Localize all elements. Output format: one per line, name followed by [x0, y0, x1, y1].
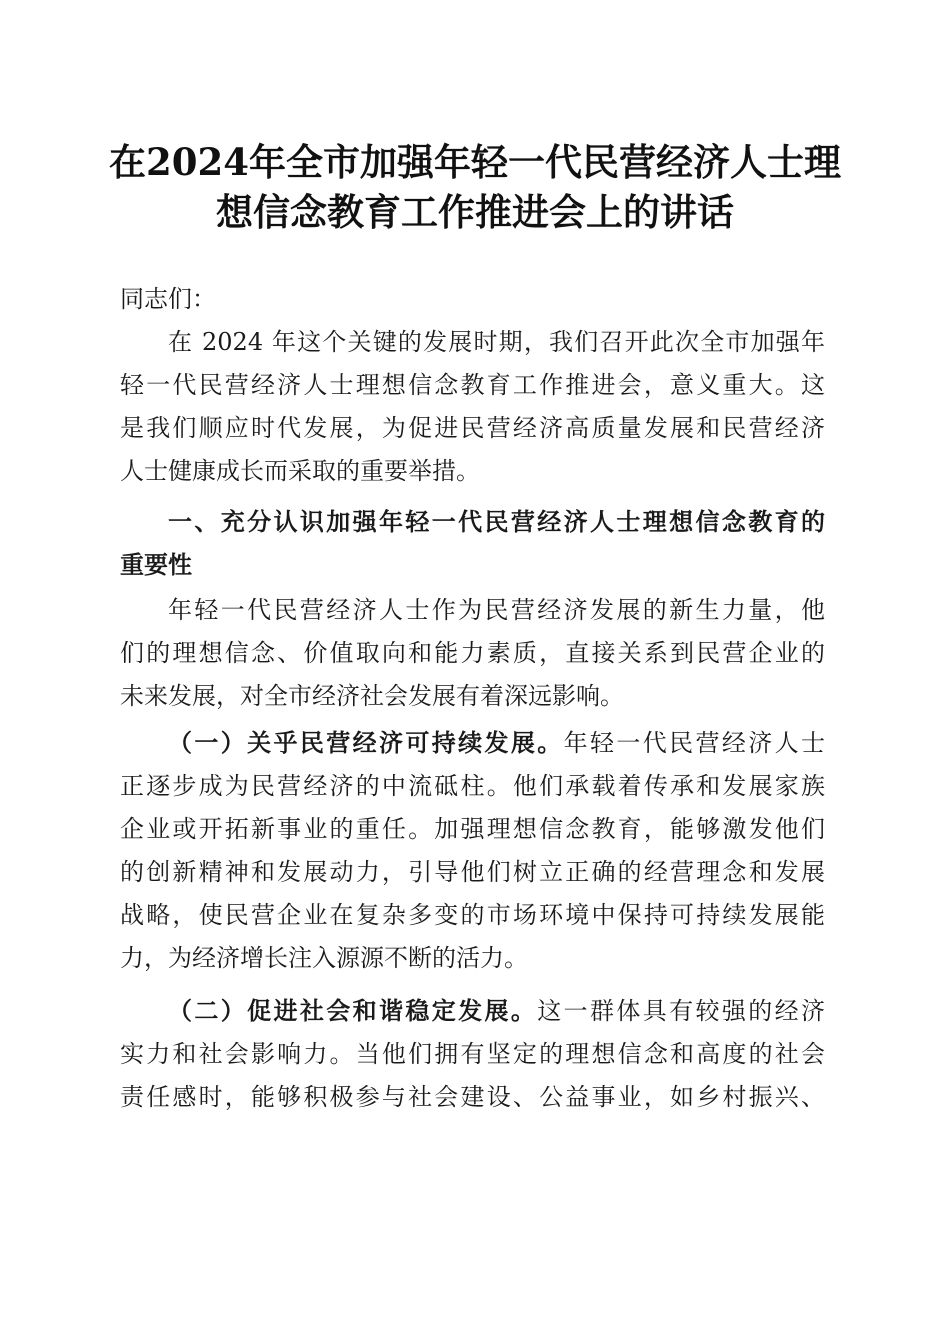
- salutation: 同志们：: [120, 285, 216, 313]
- subsection-2-text: 这一群体具有较强的经济: [537, 997, 825, 1025]
- subsection-1-line: 企业或开拓新事业的重任。加强理想信念教育，能够激发他们: [120, 815, 825, 843]
- document-title-line-1: 在2024年全市加强年轻一代民营经济人士理: [109, 140, 841, 184]
- intro-line: 人士健康成长而采取的重要举措。: [120, 457, 480, 485]
- subsection-2-first-line: [168, 996, 825, 1026]
- intro-line: 轻一代民营经济人士理想信念教育工作推进会，意义重大。这: [120, 371, 825, 399]
- subsection-2-line: 责任感时，能够积极参与社会建设、公益事业，如乡村振兴、: [120, 1083, 825, 1111]
- subsection-1-lead: （一）关乎民营经济可持续发展。: [168, 728, 564, 757]
- intro-line: 在 2024 年这个关键的发展时期，我们召开此次全市加强年: [168, 328, 825, 356]
- subsection-1-line: 正逐步成为民营经济的中流砥柱。他们承载着传承和发展家族: [120, 772, 825, 800]
- document-title-line-2: 想信念教育工作推进会上的讲话: [216, 190, 734, 234]
- subsection-1-line: 力，为经济增长注入源源不断的活力。: [120, 944, 528, 972]
- section-heading-line: 一、充分认识加强年轻一代民营经济人士理想信念教育的: [168, 508, 825, 536]
- section-paragraph-line: 未来发展，对全市经济社会发展有着深远影响。: [120, 682, 624, 710]
- intro-line: 是我们顺应时代发展，为促进民营经济高质量发展和民营经济: [120, 414, 825, 442]
- subsection-1-first-line: [168, 728, 825, 758]
- section-paragraph-line: 年轻一代民营经济人士作为民营经济发展的新生力量，他: [168, 596, 825, 624]
- subsection-1-line: 战略，使民营企业在复杂多变的市场环境中保持可持续发展能: [120, 901, 825, 929]
- subsection-1-line: 的创新精神和发展动力，引导他们树立正确的经营理念和发展: [120, 858, 825, 886]
- section-heading-line: 重要性: [120, 551, 192, 579]
- subsection-1-text: 年轻一代民营经济人士: [563, 729, 825, 757]
- section-paragraph-line: 们的理想信念、价值取向和能力素质，直接关系到民营企业的: [120, 639, 825, 667]
- subsection-2-line: 实力和社会影响力。当他们拥有坚定的理想信念和高度的社会: [120, 1040, 825, 1068]
- subsection-2-lead: （二）促进社会和谐稳定发展。: [168, 996, 538, 1025]
